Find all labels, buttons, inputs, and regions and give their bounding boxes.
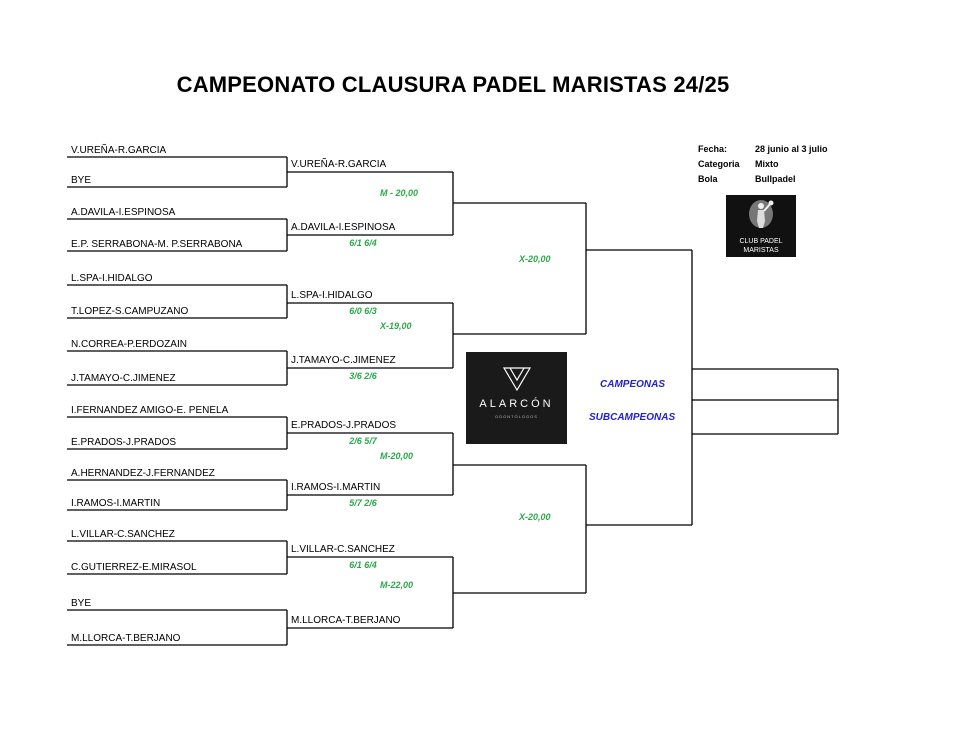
r1-team-name: T.LOPEZ-S.CAMPUZANO xyxy=(71,306,189,317)
r2-score: 2/6 5/7 xyxy=(349,436,377,446)
r2-team-name: E.PRADOS-J.PRADOS xyxy=(291,420,397,431)
quarter-time: M - 20,00 xyxy=(380,188,419,198)
r1-team-name: E.P. SERRABONA-M. P.SERRABONA xyxy=(71,239,243,250)
quarter-time: M-22,00 xyxy=(380,580,414,590)
r2-team-name: A.DAVILA-I.ESPINOSA xyxy=(291,222,396,233)
r1-team-name: E.PRADOS-J.PRADOS xyxy=(71,437,177,448)
r1-team-name: M.LLORCA-T.BERJANO xyxy=(71,633,181,644)
r1-team-name: A.HERNANDEZ-J.FERNANDEZ xyxy=(71,468,215,479)
sponsor-tagline: ODONTÓLOGOS xyxy=(495,414,538,419)
r2-team-name: J.TAMAYO-C.JIMENEZ xyxy=(291,355,396,366)
semi-time: X-20,00 xyxy=(519,254,551,264)
info-fecha-label: Fecha: xyxy=(698,144,728,154)
r1-team-name: I.RAMOS-I.MARTIN xyxy=(71,498,161,509)
info-bola-value: Bullpadel xyxy=(755,174,796,184)
r1-team-name: A.DAVILA-I.ESPINOSA xyxy=(71,207,176,218)
r1-team-name: V.UREÑA-R.GARCIA xyxy=(71,145,167,156)
page-title: CAMPEONATO CLAUSURA PADEL MARISTAS 24/25 xyxy=(176,72,730,97)
r1-team-name: J.TAMAYO-C.JIMENEZ xyxy=(71,373,176,384)
info-categoria-value: Mixto xyxy=(755,159,779,169)
tooth-mark-icon xyxy=(502,366,532,392)
info-categoria-label: Categoria xyxy=(698,159,740,169)
semi-time: X-20,00 xyxy=(519,512,551,522)
r1-team-name: C.GUTIERREZ-E.MIRASOL xyxy=(71,562,197,573)
subcampeonas-label: SUBCAMPEONAS xyxy=(589,412,676,423)
sponsor-logo xyxy=(466,352,567,444)
r1-team-name: BYE xyxy=(71,175,92,186)
club-logo-line1: CLUB PADEL xyxy=(739,238,783,245)
campeonas-label: CAMPEONAS xyxy=(600,379,666,390)
r1-team-name: N.CORREA-P.ERDOZAIN xyxy=(71,339,187,350)
r2-team-name: L.SPA-I.HIDALGO xyxy=(291,290,373,301)
info-bola-label: Bola xyxy=(698,174,718,184)
sponsor-brand: ALARCÓN xyxy=(479,398,554,410)
r2-score: 3/6 2/6 xyxy=(349,371,377,381)
r2-team-name: M.LLORCA-T.BERJANO xyxy=(291,615,401,626)
padel-player-icon xyxy=(748,199,774,229)
r2-team-name: I.RAMOS-I.MARTIN xyxy=(291,482,381,493)
r1-team-name: I.FERNANDEZ AMIGO-E. PENELA xyxy=(71,405,229,416)
quarter-time: X-19,00 xyxy=(380,321,412,331)
r1-team-name: L.VILLAR-C.SANCHEZ xyxy=(71,529,175,540)
info-fecha-value: 28 junio al 3 julio xyxy=(755,144,828,154)
r1-team-name: BYE xyxy=(71,598,92,609)
r2-score: 6/1 6/4 xyxy=(349,560,377,570)
r2-team-name: L.VILLAR-C.SANCHEZ xyxy=(291,544,395,555)
quarter-time: M-20,00 xyxy=(380,451,414,461)
r2-score: 6/1 6/4 xyxy=(349,238,377,248)
r1-team-name: L.SPA-I.HIDALGO xyxy=(71,273,153,284)
club-logo-line2: MARISTAS xyxy=(743,247,779,254)
r2-score: 5/7 2/6 xyxy=(349,498,377,508)
club-logo xyxy=(726,195,796,257)
r2-team-name: V.UREÑA-R.GARCIA xyxy=(291,159,387,170)
r2-score: 6/0 6/3 xyxy=(349,306,377,316)
